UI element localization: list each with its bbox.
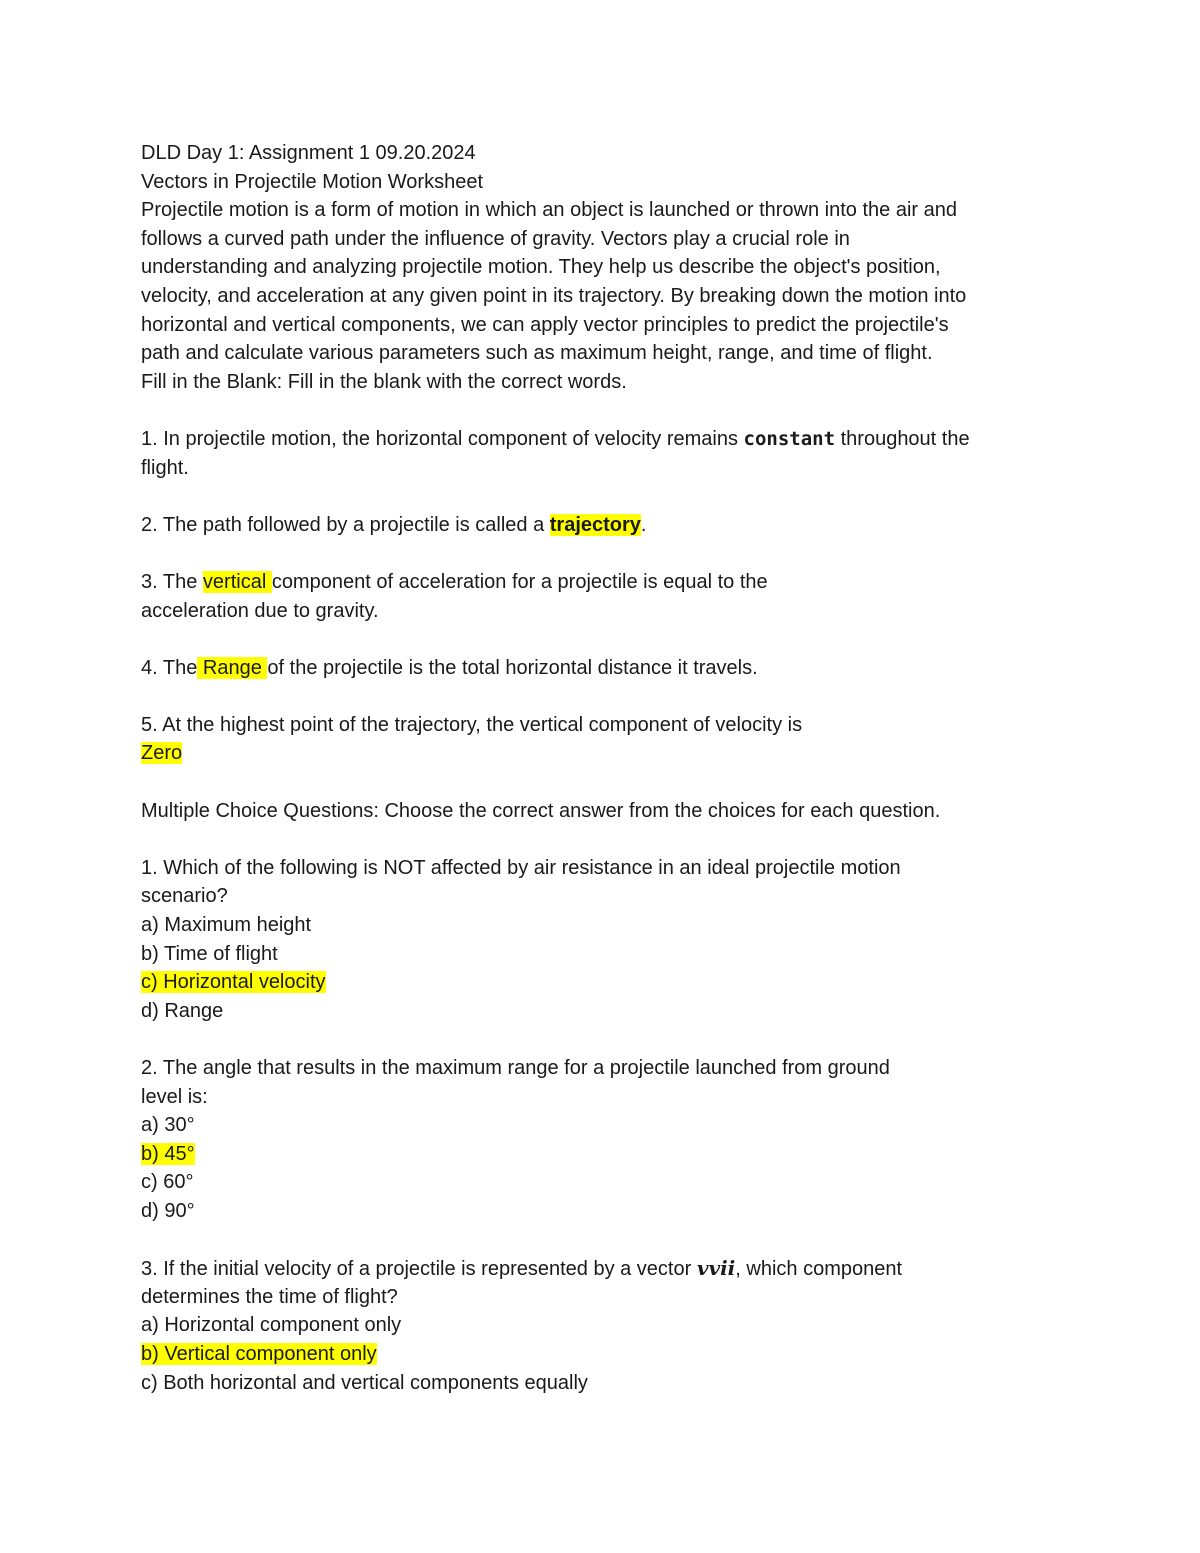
answer-range: Range	[197, 656, 268, 679]
intro-line: horizontal and vertical components, we can apply vector principles to predict the projectile's	[141, 313, 949, 336]
fill-in-question-2	[141, 511, 1061, 540]
choice-option: d) Range	[141, 999, 224, 1022]
question-text: .	[640, 513, 647, 536]
choice-option: c) Both horizontal and vertical components equally	[141, 1371, 588, 1394]
question-text: component of acceleration for a projectile is equal to the	[271, 570, 768, 593]
fill-in-question-3	[141, 568, 1061, 597]
question-text: 1. In projectile motion, the horizontal component of velocity remains	[141, 427, 744, 450]
intro-line: understanding and analyzing projectile motion. They help us describe the object's position,	[141, 256, 941, 279]
question-text: level is:	[141, 1085, 208, 1108]
vector-symbol: vvii	[696, 1256, 736, 1281]
document-title: DLD Day 1: Assignment 1 09.20.2024	[141, 142, 476, 164]
selected-answer: b) 45°	[141, 1142, 195, 1165]
choice-option: c) 60°	[141, 1171, 194, 1194]
fill-in-instructions: Fill in the Blank: Fill in the blank with the correct words.	[141, 370, 627, 393]
choice-option-selected	[141, 1340, 1061, 1369]
question-text: 4. The	[141, 656, 198, 679]
question-text: scenario?	[141, 885, 228, 908]
choice-option: a) Maximum height	[141, 914, 312, 937]
question-text: determines the time of flight?	[141, 1285, 398, 1308]
answer-vertical: vertical	[202, 570, 272, 593]
multiple-choice-instructions: Multiple Choice Questions: Choose the correct answer from the choices for each question.	[141, 799, 941, 822]
intro-line: path and calculate various parameters such as maximum height, range, and time of flight.	[141, 342, 933, 365]
fill-in-question-5: 5. At the highest point of the trajectory, the vertical component of velocity is	[141, 713, 803, 736]
intro-line: velocity, and acceleration at any given point in its trajectory. By breaking down the motion into	[141, 284, 967, 307]
question-text: throughout the	[835, 427, 970, 450]
mc-question-3	[141, 1254, 1061, 1283]
choice-option-selected	[141, 1140, 1061, 1169]
choice-option: b) Time of flight	[141, 942, 278, 965]
intro-line: follows a curved path under the influence of gravity. Vectors play a crucial role in	[141, 227, 850, 250]
mc-question-1: 1. Which of the following is NOT affected by air resistance in an ideal projectile motion	[141, 856, 901, 879]
question-text: acceleration due to gravity.	[141, 599, 379, 622]
question-text: 3. The	[141, 570, 203, 593]
fill-in-question-1	[141, 425, 1061, 454]
worksheet-page	[141, 139, 1061, 1397]
answer-line	[141, 739, 1061, 768]
answer-trajectory: trajectory	[549, 513, 641, 536]
choice-option: a) Horizontal component only	[141, 1314, 402, 1337]
mc-question-2: 2. The angle that results in the maximum range for a projectile launched from ground	[141, 1057, 890, 1079]
selected-answer: b) Vertical component only	[141, 1342, 377, 1365]
question-text: of the projectile is the total horizontal distance it travels.	[267, 656, 758, 679]
fill-in-question-4	[141, 654, 1061, 683]
choice-option: d) 90°	[141, 1199, 195, 1222]
worksheet-subtitle: Vectors in Projectile Motion Worksheet	[141, 170, 484, 193]
selected-answer: c) Horizontal velocity	[141, 971, 326, 994]
choice-option-selected	[141, 968, 1061, 997]
question-text: 2. The path followed by a projectile is called a	[141, 513, 550, 536]
choice-option: a) 30°	[141, 1114, 195, 1137]
question-text: , which component	[735, 1258, 903, 1281]
question-text: flight.	[141, 456, 189, 479]
answer-zero: Zero	[141, 742, 183, 765]
answer-constant: constant	[743, 427, 836, 450]
question-text: 3. If the initial velocity of a projectile is represented by a vector	[141, 1258, 697, 1281]
intro-line: Projectile motion is a form of motion in which an object is launched or thrown into the air and	[141, 199, 957, 222]
